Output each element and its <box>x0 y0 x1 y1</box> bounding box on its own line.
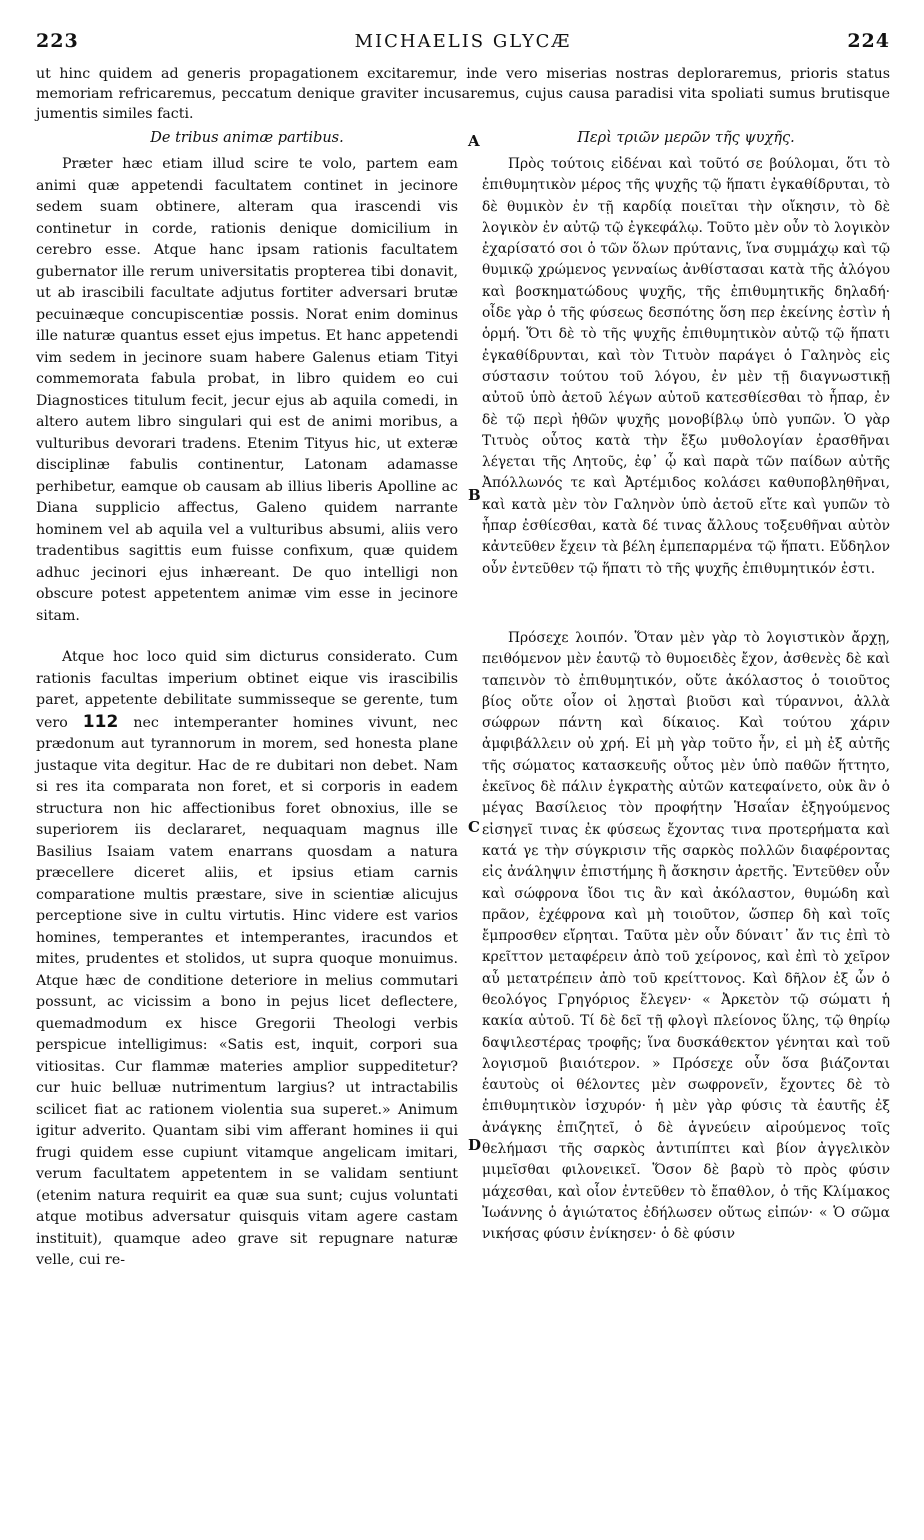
latin-paragraph-2 <box>36 647 458 1272</box>
marker-c: C <box>468 818 480 836</box>
latin-paragraph-1: Præter hæc etiam illud scire te volo, partem eam animi quæ appetendi facultatem continet in jecinore sedem suam obtinere, alteram qua irascendi vis continetur in corde, rationis denique domicilium in cerebro esse. Atque hanc ipsam rationis facultatem gubernator ille rerum universitatis propterea tibi donavit, ut ab irascibili facultate adjutus fortiter adversari brutæ pecuinæque concupiscentiæ possis. Norat enim dominus ille naturæ quantus esset ejus impetus. Et hanc appetendi vim sedem in jecinore suam habere Galenus etiam Tityi commemorata fabula probat, in libro quidem eo cui Diagnostices titulum fecit, jecur ejus ab aquila comedi, in altero autem libro singulari qui est de animi moribus, a vulturibus devorari tradens. Etenim Tityus hic, ut exteræ disciplinæ fabulis continentur, Latonam adamasse perhibetur, eamque ob causam ab illius liberis Apolline ac Diana supplicio affectus, Galeno quidem narrante hominem vel ab aquila vel a vulturibus absumi, aliis vero tradentibus sagittis eum fuisse confixum, quæ quidem adhuc jecinori ejus inhæreant. De quo intelligi non obscure potest appetentem animæ vim esse in jecinore sitam. <box>36 156 458 624</box>
margin-markers <box>460 130 492 1530</box>
left-page-number: 223 <box>36 30 79 52</box>
marker-a: A <box>468 132 480 150</box>
latin-paragraph-2-start: Atque hoc loco quid sim dicturus considerato. Cum rationis facultas imperium obtinet eique vis irascibilis paret, appetente debilitate summisseque se gerente, tum vero <box>36 649 458 731</box>
greek-paragraph-1: Πρὸς τούτοις εἰδέναι καὶ τοῦτό σε βούλομαι, ὅτι τὸ ἐπιθυμητικὸν μέρος τῆς ψυχῆς τῷ ἥπατι ἐγκαθίδρυται, τὸ δὲ θυμικὸν ἐν τῇ καρδίᾳ ποιεῖται τὴν οἴκησιν, τὸ δὲ λογικὸν ἐν αὐτῷ τῷ ἐγκεφάλῳ. Τοῦτο μὲν οὖν τὸ λογικὸν ἐχαρίσατό σοι ὁ τῶν ὅλων πρύτανις, ἵνα συμμάχῳ καὶ τῷ θυμικῷ χρώμενος γενναίως ἀνθίστασαι κατὰ τῆς ἀλόγου καὶ βοσκηματώδους ψυχῆς, τῆς ἐπιθυμητικῆς δηλαδή· οἶδε γὰρ ὁ τῆς φύσεως δεσπότης ὅση περ ἐκείνης ἐστὶν ἡ ὁρμή. Ὅτι δὲ τὸ τῆς ψυχῆς ἐπιθυμητικὸν αὐτῷ τῷ ἥπατι ἐγκαθίδρυνται, καὶ τὸν Τιτυὸν παράγει ὁ Γαληνὸς εἰς σύστασιν τούτου τοῦ λόγου, ἐν μὲν τῇ διαγνωστικῇ αὐτοῦ ὑπὸ ἀετοῦ λέγων αὐτοῦ κατεσθίεσθαι τὸ ἧπαρ, ἐν δὲ τῷ περὶ ἠθῶν ψυχῆς μονοβίβλῳ ὑπὸ γυπῶν. Ὁ γὰρ Τιτυὸς οὗτος κατὰ τὴν ἔξω μυθολογίαν ἐρασθῆναι λέγεται τῆς Λητοῦς, ἐφ᾽ ᾧ καὶ παρὰ τῶν παίδων αὐτῆς Ἀπόλλωνός τε καὶ Ἀρτέμιδος κολάσει καθυποβληθῆναι, καὶ κατὰ μὲν τὸν Γαληνὸν ὑπὸ ἀετοῦ εἴτε καὶ γυπῶν τὸ ἧπαρ ἐσθίεσθαι, κατὰ δέ τινας ἄλλους τοξευθῆναι αὐτὸν κἀντεῦθεν ἔχειν τὰ βέλη ἐμπεπαρμένα τῷ ἥπατι. Εὔδηλον οὖν ἐντεῦθεν τῷ ἥπατι τὸ τῆς ψυχῆς ἐπιθυμητικόν ἐστι. <box>482 156 890 577</box>
intro-text: ut hinc quidem ad generis propagationem excitaremur, inde vero miserias nostras deploraremus, prioris status memoriam refricaremus, peccatum denique graviter incusaremus, cujus causa paradisi vita spoliati sumus brutisque jumentis similes facti. <box>36 66 890 122</box>
two-column-body <box>36 130 890 1272</box>
latin-column <box>36 130 458 1272</box>
intro-paragraph <box>36 64 890 124</box>
marker-d: D <box>468 1136 482 1154</box>
latin-section-heading: De tribus animæ partibus. <box>150 130 344 146</box>
column-number: 112 <box>82 711 119 732</box>
greek-paragraph-2: Πρόσεχε λοιπόν. Ὅταν μὲν γὰρ τὸ λογιστικὸν ἄρχῃ, πειθόμενον μὲν ἑαυτῷ τὸ θυμοειδὲς ἔχον, ἀσθενὲς δὲ καὶ ταπεινὸν τὸ ἐπιθυμητικόν, οὔτε ἀκόλαστος ὁ τοιοῦτος βίος οὔτε οἷον οἱ λῃσταὶ βιοῦσι καὶ τύραννοι, ἀλλὰ σώφρων πάντη καὶ δίκαιος. Καὶ τούτου χάριν ἀμφιβάλλειν οὐ χρή. Εἰ μὴ γὰρ τοῦτο ἦν, εἰ μὴ ἐξ αὐτῆς τῆς σώματος κατασκευῆς οὗτος μὲν ὑπὸ παθῶν ἥττητο, ἐκεῖνος δὲ πάλιν ἐγκρατὴς αὐτῶν κατεφαίνετο, οὐκ ἂν ὁ μέγας Βασίλειος τὸν προφήτην Ἡσαΐαν ἐξηγούμενος εἰσηγεῖ τινας ἐκ φύσεως ἔχοντας τινα προτερήματα καὶ κατά γε τὴν σύγκρισιν τῆς σαρκὸς πολλῶν διαφέροντας εἰς ἀνάληψιν ἐπιστήμης ἢ ἄσκησιν ἀρετῆς. Ἐντεῦθεν οὖν καὶ σώφρονα ἴδοι τις ἂν καὶ ἀκόλαστον, θυμώδη καὶ πρᾶον, ἐχέφρονα καὶ μὴ τοιοῦτον, ὥσπερ δὴ καὶ τοῖς ἔμπροσθεν εἴρηται. Ταῦτα μὲν οὖν δύναιτ᾽ ἄν τις ἐπὶ τὸ κρεῖττον μεταφέρειν ἀπὸ τοῦ χείρονος, καὶ ἐπὶ τὸ χεῖρον αὖ μετατρέπειν ἀπὸ τοῦ κρείττονος. Καὶ δῆλον ἐξ ὧν ὁ θεολόγος Γρηγόριος ἔλεγεν· « Ἀρκετὸν τῷ σώματι ἡ κακία αὐτοῦ. Τί δὲ δεῖ τῇ φλογὶ πλείονος ὕλης, τῷ θηρίῳ δαψιλεστέρας τροφῆς; ἵνα δυσκάθεκτον γένηται καὶ τοῦ λογισμοῦ βιαιότερον. » Πρόσεχε οὖν ὅσα βιάζονται ἑαυτοὺς οἱ θέλοντες μὲν σωφρονεῖν, ἔχοντες δὲ τὸ ἐπιθυμητικὸν ἰσχυρόν· ἡ μὲν γὰρ φύσις τὰ ἑαυτῆς ἐξ ἀνάγκης ἐπιζητεῖ, ὁ δὲ ἁγνεύειν αἱρούμενος τοῖς θελήμασι τῆς σαρκὸς ἀντιπίπτει καὶ βίον ἀγγελικὸν μιμεῖσθαι φιλονεικεῖ. Ὅσον δὲ βαρὺ τὸ πρὸς φύσιν μάχεσθαι, καὶ οἷον ἐντεῦθεν τὸ ἔπαθλον, ὁ τῆς Κλίμακος Ἰωάννης ὁ ἁγιώτατος ἐδήλωσεν οὕτως εἰπών· « Ὁ σῶμα νικήσας φύσιν ἐνίκησεν· ὁ δὲ φύσιν <box>482 629 890 1243</box>
greek-column <box>482 130 890 1272</box>
spacer <box>482 580 890 628</box>
latin-paragraph-2-end: nec intemperanter homines vivunt, nec prædonum aut tyrannorum in morem, sed honesta plane justaque vita degitur. Hac de re dubitari non debet. Nam si res ita comparata non foret, et si corporis in eadem structura non hic affectionibus foret obnoxius, ille se superiorem iis declararet, nequaquam magnus ille Basilius Isaiam vatem enarrans quosdam a natura præcellere diceret aliis, et ipsius etiam carnis comparatione multis præstare, sive in scientiæ alicujus perceptione sive in cultu virtutis. Hinc videre est varios homines, temperantes et intemperantes, iracundos et mites, prudentes et stolidos, ut supra quoque monuimus. Atque hæc de conditione deteriore in melius commutari possunt, ac vicissim a bono in pejus licet deflectere, quemadmodum ex hisce Gregorii Theologi verbis perspicue intelligimus: «Satis est, inquit, corpori sua vitiositas. Cur flammæ materies amplior suppeditetur? cur huic belluæ nutrimentum largius? ut intractabilis scilicet fiat ac rationem violentia sua superet.» Animum igitur adverito. Quantam sibi vim afferant homines ii qui frugi quidem esse cupiunt vitamque angelicam imitari, verum facultatem appetentem in se validam sentiunt (etenim natura requirit ea quæ sua sunt; cujus voluntati atque motibus adversatur quisquis vitam agere castam instituit), quamque adeo grave sit repugnare naturæ velle, cui re- <box>36 714 458 1268</box>
marker-b: B <box>468 486 481 504</box>
running-header <box>36 30 890 60</box>
spacer <box>36 627 458 647</box>
right-page-number: 224 <box>847 30 890 52</box>
running-title: MICHAELIS GLYCÆ <box>354 31 572 52</box>
greek-section-heading: Περὶ τριῶν μερῶν τῆς ψυχῆς. <box>577 130 795 146</box>
